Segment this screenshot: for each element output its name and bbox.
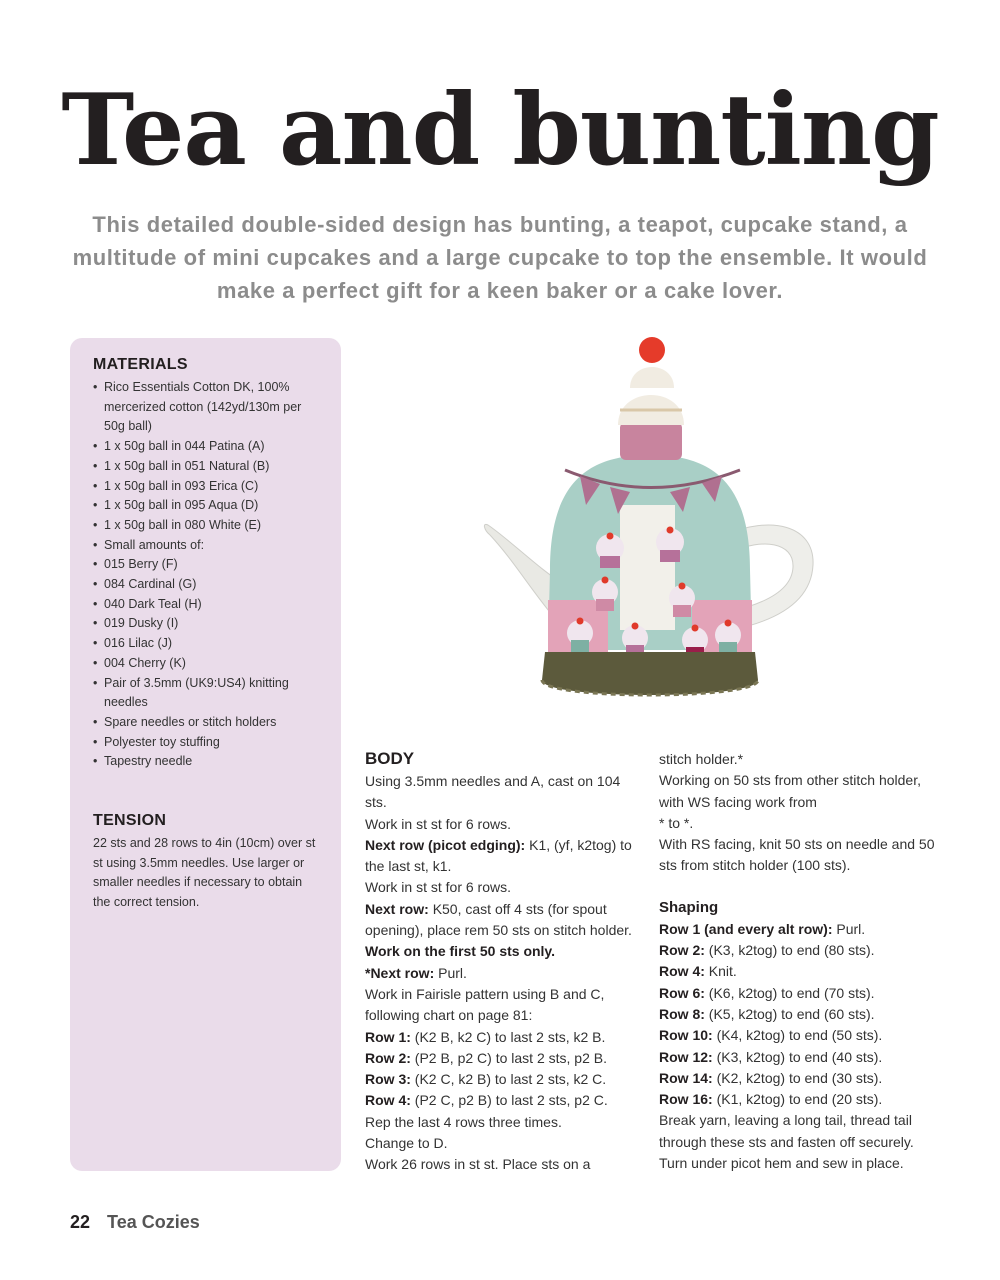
instruction-line: Row 4: (P2 C, p2 B) to last 2 sts, p2 C.	[365, 1092, 608, 1109]
instruction-label: Next row:	[365, 900, 433, 917]
instruction-line: With RS facing, knit 50 sts on needle and 50 sts from stitch holder (100 sts).	[659, 836, 935, 874]
instruction-line: Next row: K50, cast off 4 sts (for spout opening), place rem 50 sts on stitch holder.	[365, 900, 632, 939]
tea-cozy-photo	[470, 330, 830, 725]
instruction-label: Row 2:	[659, 942, 709, 959]
materials-item: • 1 x 50g ball in 080 White (E)	[93, 516, 319, 536]
instruction-line: Row 1 (and every alt row): Purl.	[659, 920, 866, 937]
instruction-label: Row 16:	[659, 1091, 717, 1108]
shaping-heading: Shaping	[659, 898, 719, 916]
materials-heading: MATERIALS	[93, 356, 188, 373]
instruction-line: Work in st st for 6 rows.	[365, 815, 511, 832]
instruction-label: Row 6:	[659, 984, 709, 1001]
instruction-line: *Next row: Purl.	[365, 964, 467, 981]
materials-item: • 1 x 50g ball in 095 Aqua (D)	[93, 496, 319, 516]
instruction-line: * to *.	[659, 814, 694, 831]
instruction-line: Row 2: (P2 B, p2 C) to last 2 sts, p2 B.	[365, 1049, 607, 1066]
instruction-line: stitch holder.*	[659, 751, 744, 767]
shaping-column	[659, 749, 949, 1174]
materials-item: • Polyester toy stuffing	[93, 733, 319, 753]
materials-item: • Pair of 3.5mm (UK9:US4) knitting needles	[93, 674, 319, 713]
instruction-line	[365, 941, 645, 962]
instruction-label: Next row (picot edging):	[365, 836, 530, 853]
materials-item: • 1 x 50g ball in 051 Natural (B)	[93, 457, 319, 477]
instruction-line: Row 4: Knit.	[659, 963, 737, 980]
page-title: Tea and bunting	[61, 73, 939, 188]
body-instructions	[365, 771, 645, 1176]
instruction-line: Row 1: (K2 B, k2 C) to last 2 sts, k2 B.	[365, 1028, 606, 1045]
instruction-line: Change to D.	[365, 1135, 448, 1152]
materials-item: • 084 Cardinal (G)	[93, 575, 319, 595]
materials-sidebar	[70, 338, 341, 1171]
instruction-line: Using 3.5mm needles and A, cast on 104 sts.	[365, 773, 621, 811]
materials-item: • Spare needles or stitch holders	[93, 713, 319, 733]
instruction-line: Row 14: (K2, k2tog) to end (30 sts).	[659, 1069, 883, 1086]
tension-text: 22 sts and 28 rows to 4in (10cm) over st st using 3.5mm needles. Use larger or smaller needles if necessary to obtain the correct tension.	[93, 836, 316, 910]
materials-item: • 1 x 50g ball in 093 Erica (C)	[93, 477, 319, 497]
page-number: 22	[70, 1212, 91, 1232]
instruction-line: Row 8: (K5, k2tog) to end (60 sts).	[659, 1005, 875, 1022]
instruction-label: *Next row:	[365, 964, 439, 981]
materials-list	[93, 378, 319, 772]
instruction-label: Row 4:	[365, 1092, 415, 1109]
instruction-label: Row 1:	[365, 1028, 415, 1045]
instruction-label: Row 3:	[365, 1071, 415, 1088]
shaping-instructions	[659, 919, 949, 1175]
instruction-line: Next row (picot edging): K1, (yf, k2tog) to the last st, k1.	[365, 836, 632, 875]
instruction-line: Row 3: (K2 C, k2 B) to last 2 sts, k2 C.	[365, 1071, 607, 1088]
section-name: Tea Cozies	[107, 1212, 200, 1232]
materials-item: • 1 x 50g ball in 044 Patina (A)	[93, 437, 319, 457]
body-heading: BODY	[365, 749, 415, 768]
instruction-label: Row 4:	[659, 963, 709, 980]
instruction-line: Break yarn, leaving a long tail, thread tail through these sts and fasten off securely.	[659, 1112, 914, 1150]
instruction-label: Row 14:	[659, 1069, 717, 1086]
materials-item: • 019 Dusky (I)	[93, 614, 319, 634]
instruction-line: Row 12: (K3, k2tog) to end (40 sts).	[659, 1048, 883, 1065]
materials-item: • Rico Essentials Cotton DK, 100% mercerized cotton (142yd/130m per 50g ball)	[93, 378, 319, 437]
intro-text: This detailed double-sided design has bunting, a teapot, cupcake stand, a multitude of mini cupcakes and a large cupcake to top the ensemble. It would make a perfect gift for a keen baker or a cake lover.	[72, 212, 928, 303]
instruction-line: Work 26 rows in st st. Place sts on a	[365, 1156, 591, 1173]
instruction-label: Row 8:	[659, 1005, 709, 1022]
materials-item: • 040 Dark Teal (H)	[93, 595, 319, 615]
instruction-line: Row 10: (K4, k2tog) to end (50 sts).	[659, 1027, 883, 1044]
instruction-line: Row 2: (K3, k2tog) to end (80 sts).	[659, 942, 875, 959]
instruction-line: Turn under picot hem and sew in place.	[659, 1155, 904, 1172]
tension-heading: TENSION	[93, 812, 167, 830]
instruction-label: Row 10:	[659, 1027, 717, 1044]
body-continued	[659, 749, 949, 877]
materials-item: • Small amounts of:	[93, 536, 319, 556]
body-column	[365, 748, 645, 1176]
instruction-label: Row 1 (and every alt row):	[659, 920, 837, 937]
materials-item: • Tapestry needle	[93, 752, 319, 772]
materials-item: • 004 Cherry (K)	[93, 654, 319, 674]
instruction-line: Working on 50 sts from other stitch holder, with WS facing work from	[659, 772, 921, 810]
materials-item: • 015 Berry (F)	[93, 555, 319, 575]
instruction-line: Row 16: (K1, k2tog) to end (20 sts).	[659, 1091, 883, 1108]
teapot-illustration	[470, 330, 830, 725]
instruction-line: Row 6: (K6, k2tog) to end (70 sts).	[659, 984, 875, 1001]
page-footer	[70, 1212, 200, 1233]
instruction-label: Row 2:	[365, 1049, 415, 1066]
instruction-line: Work in Fairisle pattern using B and C, following chart on page 81:	[365, 985, 605, 1024]
instruction-line: Rep the last 4 rows three times.	[365, 1113, 562, 1130]
instruction-label: Row 12:	[659, 1048, 717, 1065]
materials-item: • 016 Lilac (J)	[93, 634, 319, 654]
instruction-line: Work in st st for 6 rows.	[365, 879, 511, 896]
instruction-label: Work on the first 50 sts only.	[365, 943, 556, 960]
